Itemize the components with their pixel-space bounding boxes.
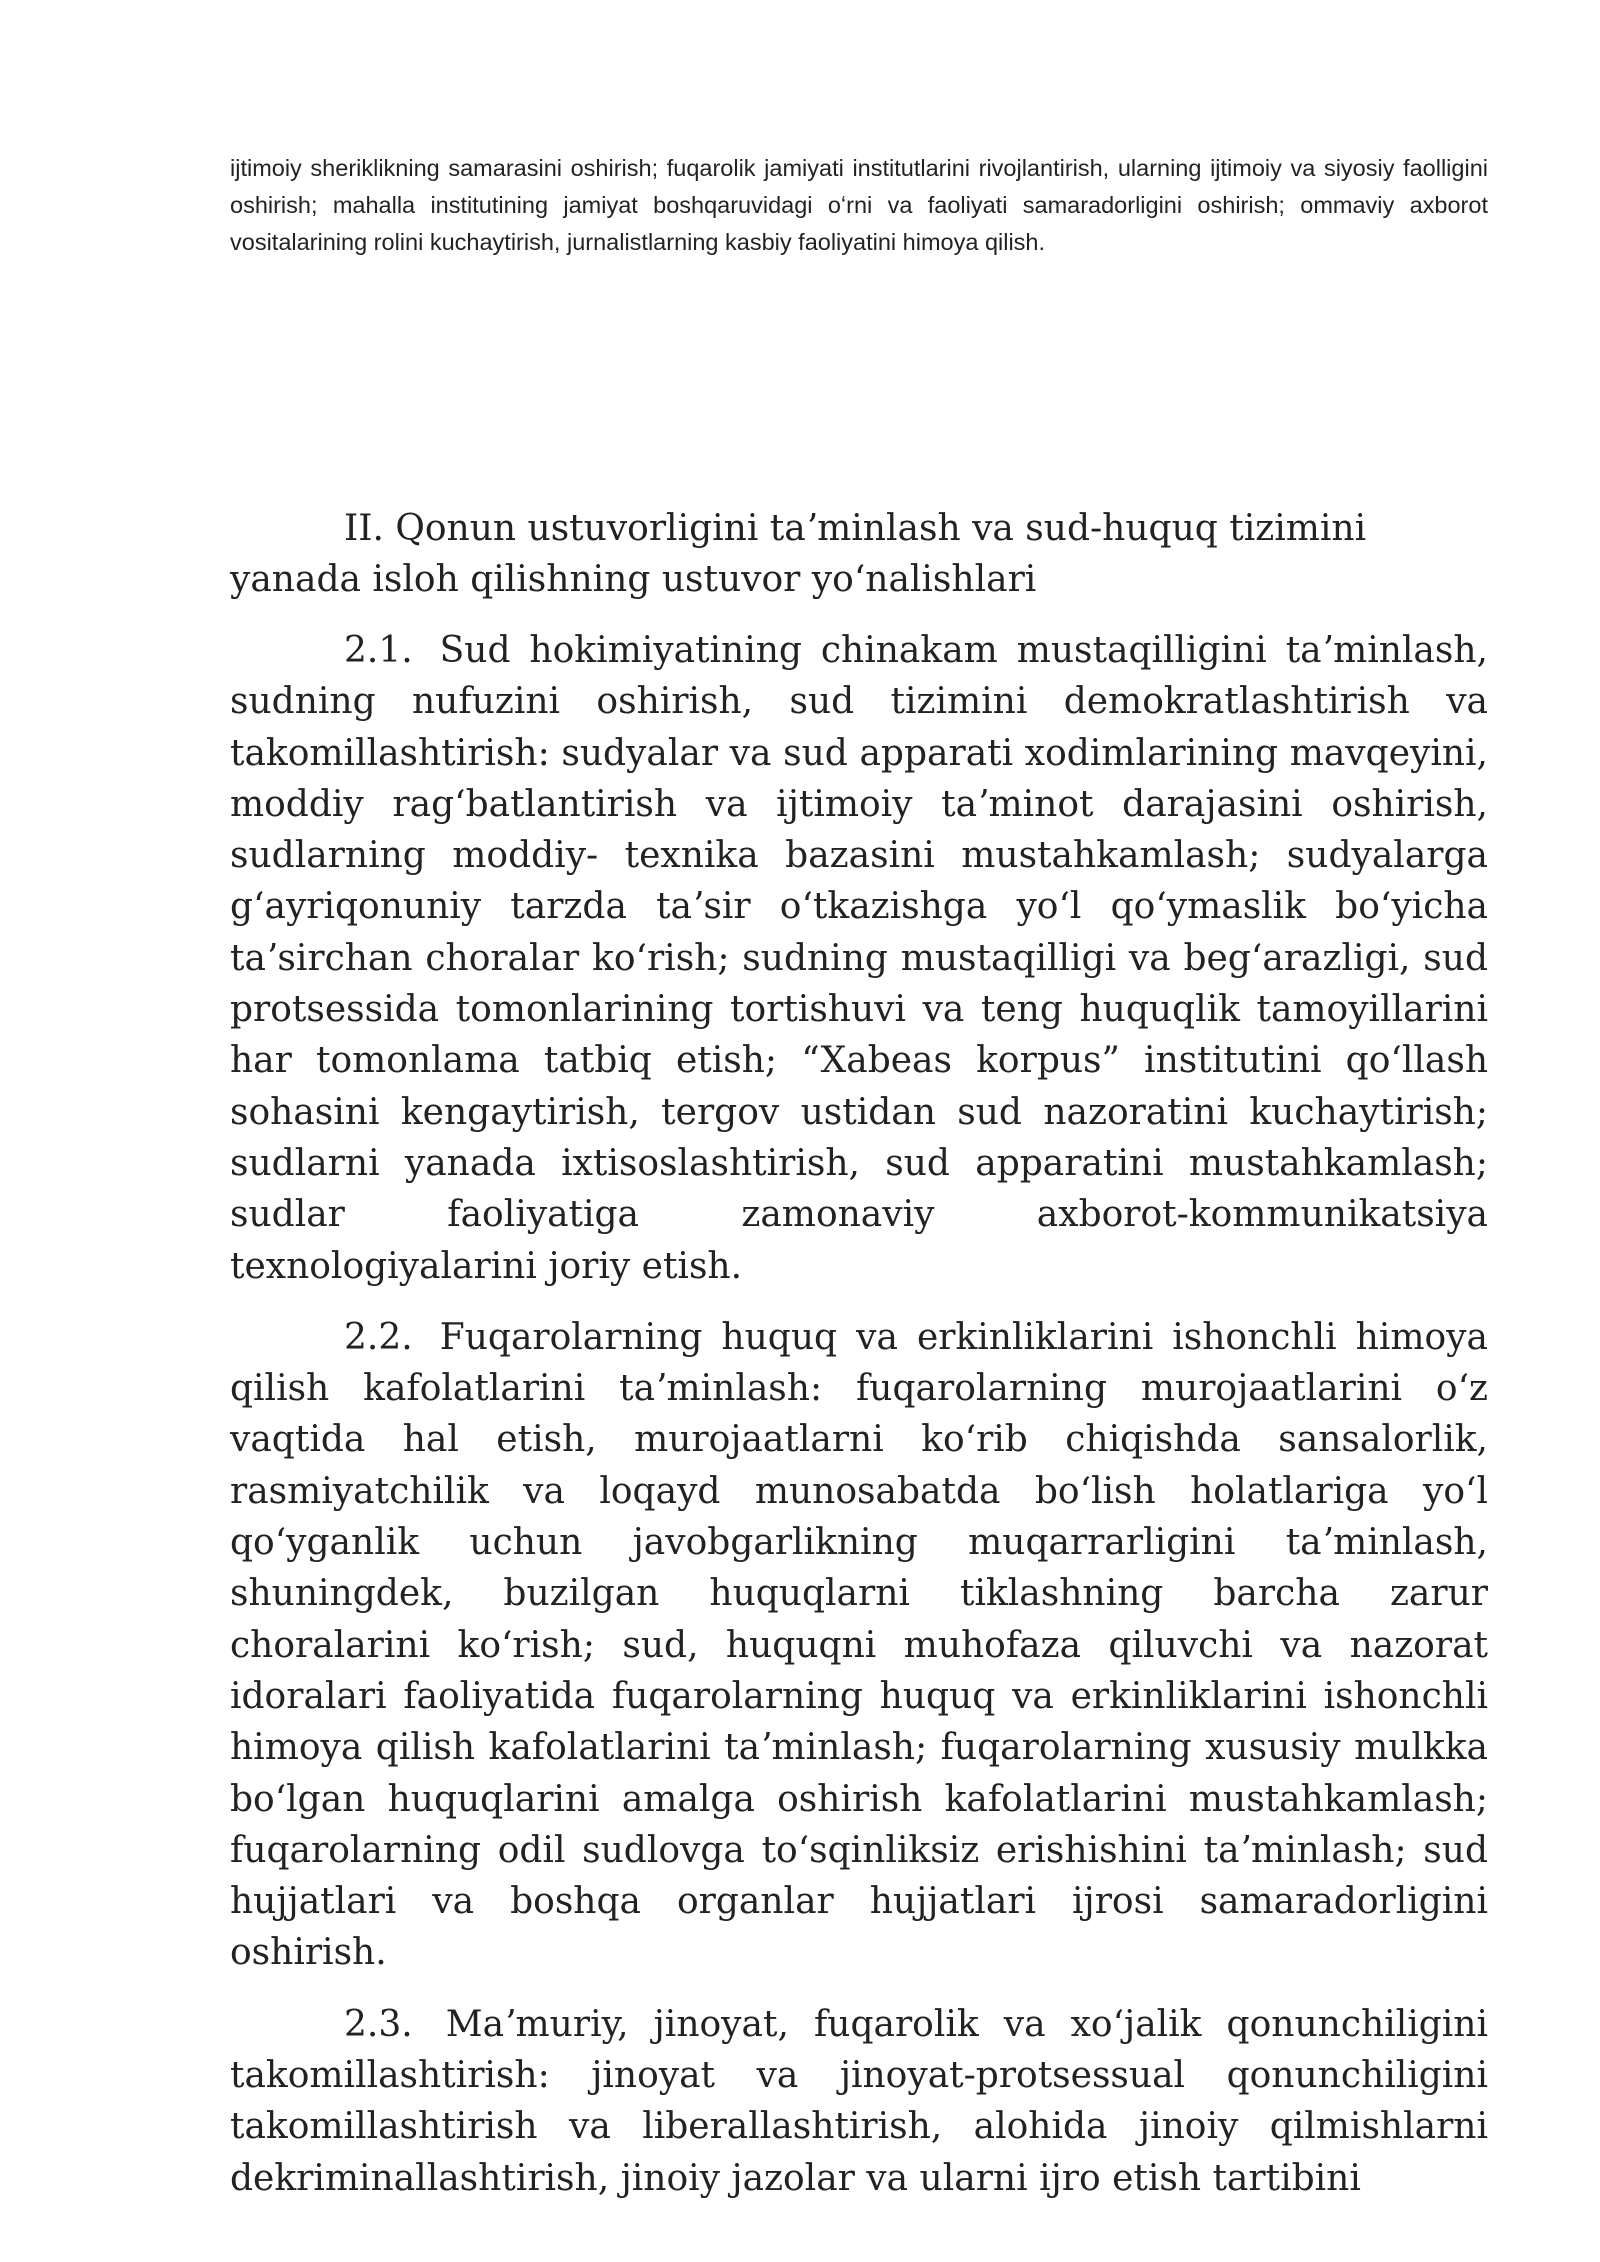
section-heading: II. Qonun ustuvorligini taʼminlash va sud-huquq tizimini yanada isloh qilishning ustuvor yoʻnalishlari [230, 508, 1367, 600]
paragraph-2-3 [230, 1999, 1488, 2204]
paragraph-text: Fuqarolarning huquq va erkinliklarini ishonchli himoya qilish kafolatlarini taʼminlash: fuqarolarning murojaatlarini oʻz vaqtida hal etish, murojaatlarni koʻrib chiqishda sansalorlik, rasmiyatchilik va loqayd munosabatda boʻlish holatlariga yoʻl qoʻyganlik uchun javobgarlikning muqarrarligini taʼminlash, shuningdek, buzilgan huquqlarni tiklashning barcha zarur choralarini koʻrish; sud, huquqni muhofaza qiluvchi va nazorat idoralari faoliyatida fuqarolarning huquq va erkinliklarini ishonchli himoya qilish kafolatlarini taʼminlash; fuqarolarning xususiy mulkka boʻlgan huquqlarini amalga oshirish kafolatlarini mustahkamlash; fuqarolarning odil sudlovga toʻsqinliksiz erishishini taʼminlash; sud hujjatlari va boshqa organlar hujjatlari ijrosi samaradorligini oshirish. [230, 1316, 1488, 1974]
intro-paragraph: ijtimoiy sheriklikning samarasini oshirish; fuqarolik jamiyati institutlarini rivojlantirish, ularning ijtimoiy va siyosiy faolligini oshirish; mahalla institutining jamiyat boshqaruvidagi oʻrni va faoliyati samaradorligini oshirish; ommaviy axborot vositalarining rolini kuchaytirish, jurnalistlarning kasbiy faoliyatini himoya qilish. [230, 155, 1488, 255]
document-page [230, 150, 1488, 2204]
paragraph-text: Sud hokimiyatining chinakam mustaqilligini taʼminlash, sudning nufuzini oshirish, sud tizimini demokratlashtirish va takomillashtirish: sudyalar va sud apparati xodimlarining mavqeyini, moddiy ragʻbatlantirish va ijtimoiy taʼminot darajasini oshirish, sudlarning moddiy- texnika bazasini mustahkamlash; sudyalarga gʻayriqonuniy tarzda taʼsir oʻtkazishga yoʻl qoʻymaslik boʻyicha taʼsirchan choralar koʻrish; sudning mustaqilligi va begʻarazligi, sud protsessida tomonlarining tortishuvi va teng huquqlik tamoyillarini har tomonlama tatbiq etish; “Xabeas korpus” institutini qoʻllash sohasini kengaytirish, tergov ustidan sud nazoratini kuchaytirish; sudlarni yanada ixtisoslashtirish, sud apparatini mustahkamlash; sudlar faoliyatiga zamonaviy axborot-kommunikatsiya texnologiyalarini joriy etish. [230, 630, 1488, 1287]
paragraph-2-2 [230, 1312, 1488, 1979]
paragraph-2-1 [230, 625, 1488, 1292]
paragraph-number: 2.1. [344, 630, 413, 671]
paragraph-number: 2.2. [344, 1316, 413, 1358]
paragraph-text: Maʼmuriy, jinoyat, fuqarolik va xoʻjalik qonunchiligini takomillashtirish: jinoyat va jinoyat-protsessual qonunchiligini takomillashtirish va liberallashtirish, alohida jinoiy qilmishlarni dekriminallashtirish, jinoiy jazolar va ularni ijro etish tartibini [230, 2003, 1488, 2199]
paragraph-number: 2.3. [344, 2003, 413, 2045]
